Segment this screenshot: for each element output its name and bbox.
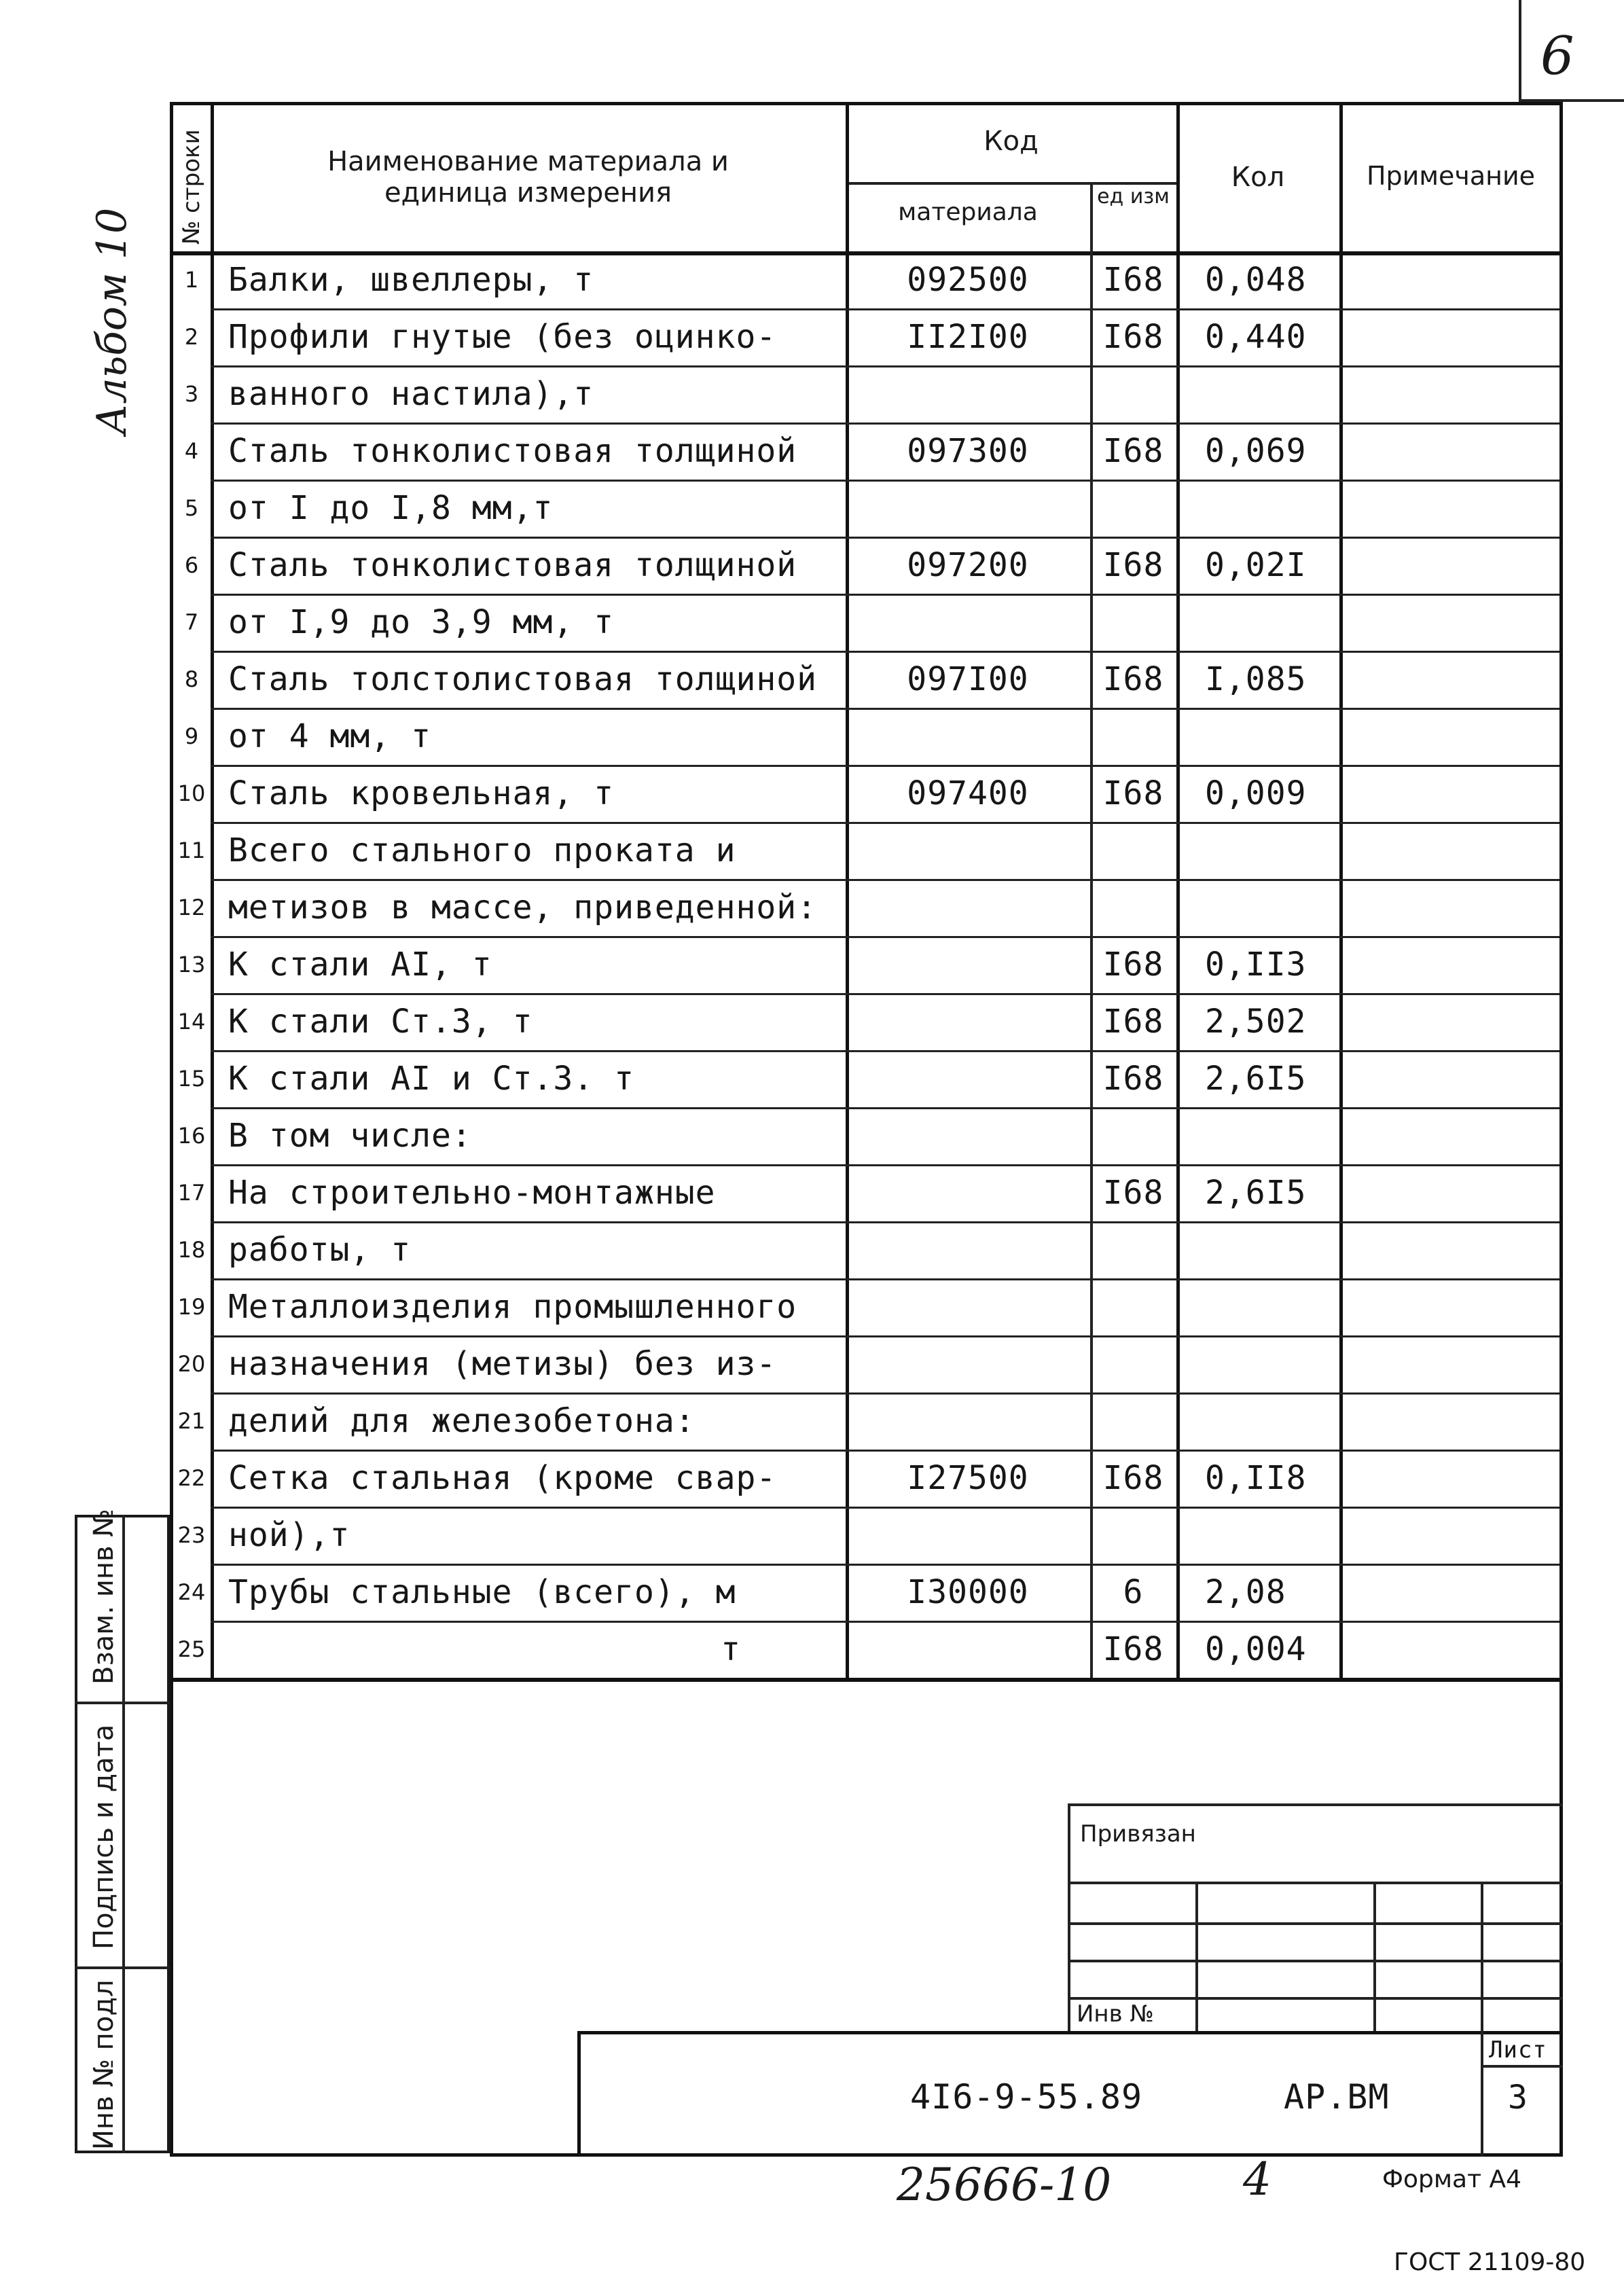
quantity: 2,502 [1205,1003,1307,1041]
row-number: 14 [177,1009,206,1035]
note-cell [1342,651,1559,708]
note-cell [1342,822,1559,879]
material-code: 097400 [907,774,1029,812]
header-code-material: материала [898,198,1038,226]
note-cell [1342,1050,1559,1107]
unit-code: I68 [1102,1174,1164,1212]
material-name: Всего стального проката и [228,831,736,869]
material-name: Профили гнутые (без оцинко- [228,318,777,356]
note-cell [1342,936,1559,993]
sheet-value: 3 [1508,2079,1528,2117]
album-label: Альбом 10 [88,207,136,435]
stamp-main-left [577,2031,581,2157]
quantity [1179,1278,1337,1335]
row-number: 7 [184,609,199,635]
unit-code: I68 [1102,946,1164,984]
material-code: 097200 [907,546,1029,584]
material-code: 092500 [907,261,1029,299]
header-name: Наименование материала и единица измерения [327,146,729,209]
signature-date-label: Подпись и дата [88,1724,120,1949]
quantity [1179,1507,1337,1564]
privyazan-label: Привязан [1080,1820,1196,1848]
note-cell [1342,480,1559,537]
stamp-grid-vline-2 [1373,1882,1376,2031]
note-cell [1342,1621,1559,1678]
material-name: работы, т [228,1231,412,1269]
material-name: К стали АI, т [228,946,492,984]
material-name: назначения (метизы) без из- [228,1345,777,1383]
quantity: 2,6I5 [1205,1060,1307,1098]
header-note: Примечание [1366,161,1536,191]
unit-code: I68 [1102,261,1164,299]
unit-code: I68 [1102,1003,1164,1041]
unit-code [1093,480,1174,537]
row-number: 18 [177,1237,206,1263]
material-name: В том числе: [228,1117,472,1155]
handwritten-page: 4 [1243,2153,1271,2206]
quantity: 2,08 [1205,1573,1286,1611]
quantity [1179,1221,1337,1278]
stamp-grid-vline-1 [1195,1882,1198,2031]
row-number: 17 [177,1180,206,1206]
quantity [1179,708,1337,765]
row-number: 10 [177,780,206,806]
unit-code [1093,1392,1174,1450]
note-cell [1342,308,1559,365]
material-code: I30000 [907,1573,1029,1611]
unit-code [1093,365,1174,423]
unit-code: I68 [1102,1060,1164,1098]
material-code: 097I00 [907,660,1029,698]
material-code [848,993,1087,1050]
material-code [848,1507,1087,1564]
row-number: 22 [177,1465,206,1491]
left-margin-sep-1 [75,1702,170,1704]
material-code: 097300 [907,432,1029,470]
inv-no-label: Инв № [1077,2000,1154,2028]
material-code [848,1335,1087,1392]
quantity: 0,048 [1205,261,1307,299]
material-name: ванного настила),т [228,375,594,413]
material-code [848,1278,1087,1335]
quantity [1179,1335,1337,1392]
unit-code [1093,1221,1174,1278]
unit-code [1093,1278,1174,1335]
unit-code [1093,708,1174,765]
material-code [848,936,1087,993]
sheet-label: Лист [1489,2036,1547,2064]
row-number: 3 [184,381,199,407]
material-name: метизов в массе, приведенной: [228,888,818,927]
header-code-group: Код [984,126,1039,157]
note-cell [1342,1335,1559,1392]
row-number: 24 [177,1579,206,1605]
sheet-number-top: 6 [1540,26,1574,87]
handwritten-number: 25666-10 [897,2159,1112,2211]
left-margin-sep-2 [75,1966,170,1969]
left-margin-divider [122,1515,125,2153]
doc-code: 4I6-9-55.89 [910,2077,1143,2117]
table-top-border [170,102,1562,105]
quantity: 0,069 [1205,432,1307,470]
header-row-number: № строки [178,129,205,245]
row-number: 12 [177,895,206,920]
material-code [848,365,1087,423]
note-cell [1342,537,1559,594]
material-name: Сталь толстолистовая толщиной [228,660,818,698]
material-code [848,1164,1087,1221]
format-label: Формат А4 [1382,2165,1522,2193]
material-code [848,594,1087,651]
material-name: Сталь тонколистовая толщиной [228,432,797,470]
material-name: делий для железобетона: [228,1402,696,1440]
quantity [1179,1392,1337,1450]
frame-left-edge [170,102,173,2157]
quantity: 0,II3 [1205,946,1307,984]
doc-mark: АР.ВМ [1284,2077,1390,2117]
quantity [1179,1107,1337,1164]
row-number: 9 [184,723,199,749]
note-cell [1342,423,1559,480]
row-number: 5 [184,495,199,521]
quantity: 0,02I [1205,546,1307,584]
unit-code: 6 [1123,1573,1144,1611]
header-qty: Кол [1231,162,1285,193]
quantity: 0,004 [1205,1630,1307,1668]
material-code [848,1392,1087,1450]
stamp-grid-line-2 [1068,1922,1562,1925]
material-name: от I до I,8 мм,т [228,489,554,527]
unit-code [1093,879,1174,936]
unit-code: I68 [1102,546,1164,584]
unit-code [1093,594,1174,651]
inv-podl-label: Инв № подл [88,1979,120,2150]
quantity [1179,365,1337,423]
row-number: 20 [177,1351,206,1377]
frame-right-edge [1559,102,1563,2157]
stamp-grid-line-4 [1068,1997,1562,2000]
note-cell [1342,1221,1559,1278]
quantity: 0,II8 [1205,1459,1307,1497]
material-code: II2I00 [907,318,1029,356]
quantity: 2,6I5 [1205,1174,1307,1212]
row-number: 21 [177,1408,206,1434]
unit-code: I68 [1102,432,1164,470]
quantity: 0,440 [1205,318,1307,356]
quantity [1179,594,1337,651]
material-name: Металлоизделия промышленного [228,1288,797,1326]
note-cell [1342,1392,1559,1450]
note-cell [1342,251,1559,308]
note-cell [1342,1164,1559,1221]
row-number: 6 [184,552,199,578]
note-cell [1342,765,1559,822]
frame-bottom-edge [170,2153,1562,2157]
row-number: 2 [184,324,199,350]
material-name: К стали АI и Ст.3. т [228,1060,634,1098]
quantity: 0,009 [1205,774,1307,812]
material-name: На строительно-монтажные [228,1174,716,1212]
header-code-unit: ед изм [1097,185,1170,209]
unit-code: I68 [1102,1459,1164,1497]
stamp-grid-vline-3 [1481,1882,1483,2031]
row-number: 13 [177,952,206,977]
unit-code: I68 [1102,774,1164,812]
note-cell [1342,594,1559,651]
stamp-grid-line-1 [1068,1882,1562,1884]
note-cell [1342,993,1559,1050]
unit-code: I68 [1102,318,1164,356]
material-name: от 4 мм, т [228,717,431,755]
unit-code [1093,1335,1174,1392]
quantity [1179,822,1337,879]
quantity [1179,480,1337,537]
top-corner-divider [1519,0,1521,102]
quantity [1179,879,1337,936]
unit-code [1093,1507,1174,1564]
row-number: 16 [177,1123,206,1149]
note-cell [1342,1564,1559,1621]
material-code [848,708,1087,765]
stamp-main-top [577,2031,1562,2034]
note-cell [1342,365,1559,423]
vzam-inv-label: Взам. инв № [88,1509,120,1685]
note-cell [1342,1278,1559,1335]
quantity: I,085 [1205,660,1307,698]
material-name: Трубы стальные (всего), м [228,1573,736,1611]
material-code [848,1221,1087,1278]
unit-code: I68 [1102,1630,1164,1668]
gost-label: ГОСТ 21109-80 [1394,2248,1586,2276]
material-code: I27500 [907,1459,1029,1497]
material-name: Сетка стальная (кроме свар- [228,1459,777,1497]
row-number: 1 [184,267,199,293]
material-code [848,1621,1087,1678]
material-code [848,822,1087,879]
note-cell [1342,708,1559,765]
row-number: 4 [184,438,199,464]
material-name: Балки, швеллеры, т [228,261,594,299]
material-name: Сталь тонколистовая толщиной [228,546,797,584]
material-name: ной),т [228,1516,350,1554]
unit-code: I68 [1102,660,1164,698]
note-cell [1342,1107,1559,1164]
row-number: 19 [177,1294,206,1320]
material-code [848,879,1087,936]
row-number: 8 [184,666,199,692]
stamp-grid-line-3 [1068,1960,1562,1962]
row-number: 11 [177,838,206,863]
stamp-sheet-divider [1481,2031,1483,2157]
material-name: от I,9 до 3,9 мм, т [228,603,615,641]
table-bottom-border [170,1678,1562,1682]
material-name: т [721,1630,741,1668]
row-number: 23 [177,1522,206,1548]
unit-code [1093,822,1174,879]
material-name: Сталь кровельная, т [228,774,615,812]
material-code [848,480,1087,537]
material-code [848,1107,1087,1164]
row-number: 25 [177,1636,206,1662]
note-cell [1342,1450,1559,1507]
stamp-top-line [1068,1803,1562,1806]
material-name: К стали Ст.3, т [228,1003,533,1041]
note-cell [1342,879,1559,936]
unit-code [1093,1107,1174,1164]
row-number: 15 [177,1066,206,1092]
material-code [848,1050,1087,1107]
stamp-sheet-sep [1481,2065,1562,2068]
note-cell [1342,1507,1559,1564]
